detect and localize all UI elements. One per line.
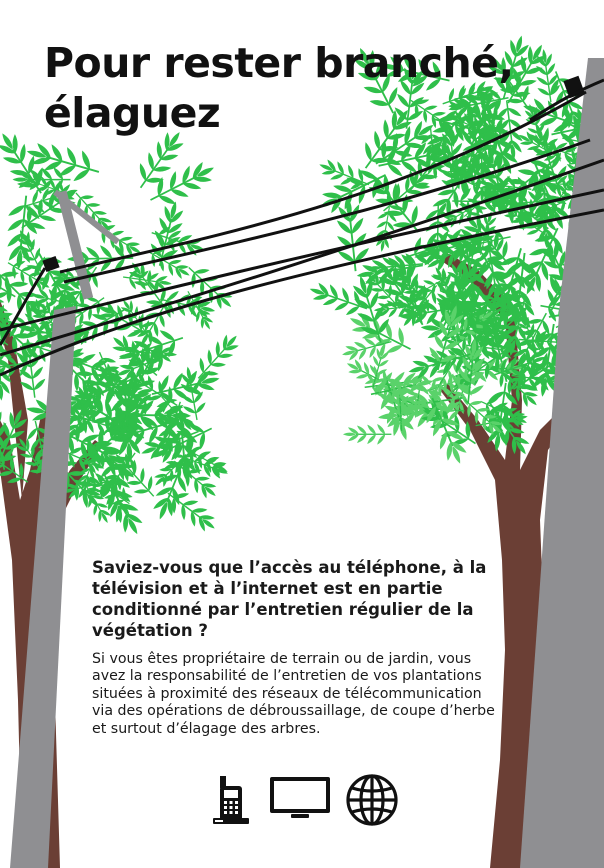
lead-question: Saviez-vous que l’accès au téléphone, à la télévision et à l’internet est en partie conditionné par l’entretien régulier de la végétation ? bbox=[92, 558, 487, 640]
body-paragraph: Si vous êtes propriétaire de terrain ou de jardin, vous avez la responsabilité de l’entretien de vos plantations situées à proximité des réseaux de télécommunication via des opérations de débroussaillage, de coupe d’herbe et surtout d’élagage des arbres. bbox=[92, 651, 495, 737]
title-line-2: élaguez bbox=[44, 89, 221, 137]
title-line-1: Pour rester branché, bbox=[44, 39, 514, 87]
globe-icon bbox=[345, 773, 399, 827]
service-icons bbox=[0, 772, 604, 828]
leaf-frond bbox=[343, 423, 392, 446]
tv-icon bbox=[269, 776, 331, 820]
page-title bbox=[44, 38, 584, 138]
info-text-block bbox=[92, 557, 507, 738]
leaf-frond bbox=[143, 153, 222, 215]
phone-icon bbox=[211, 774, 251, 826]
